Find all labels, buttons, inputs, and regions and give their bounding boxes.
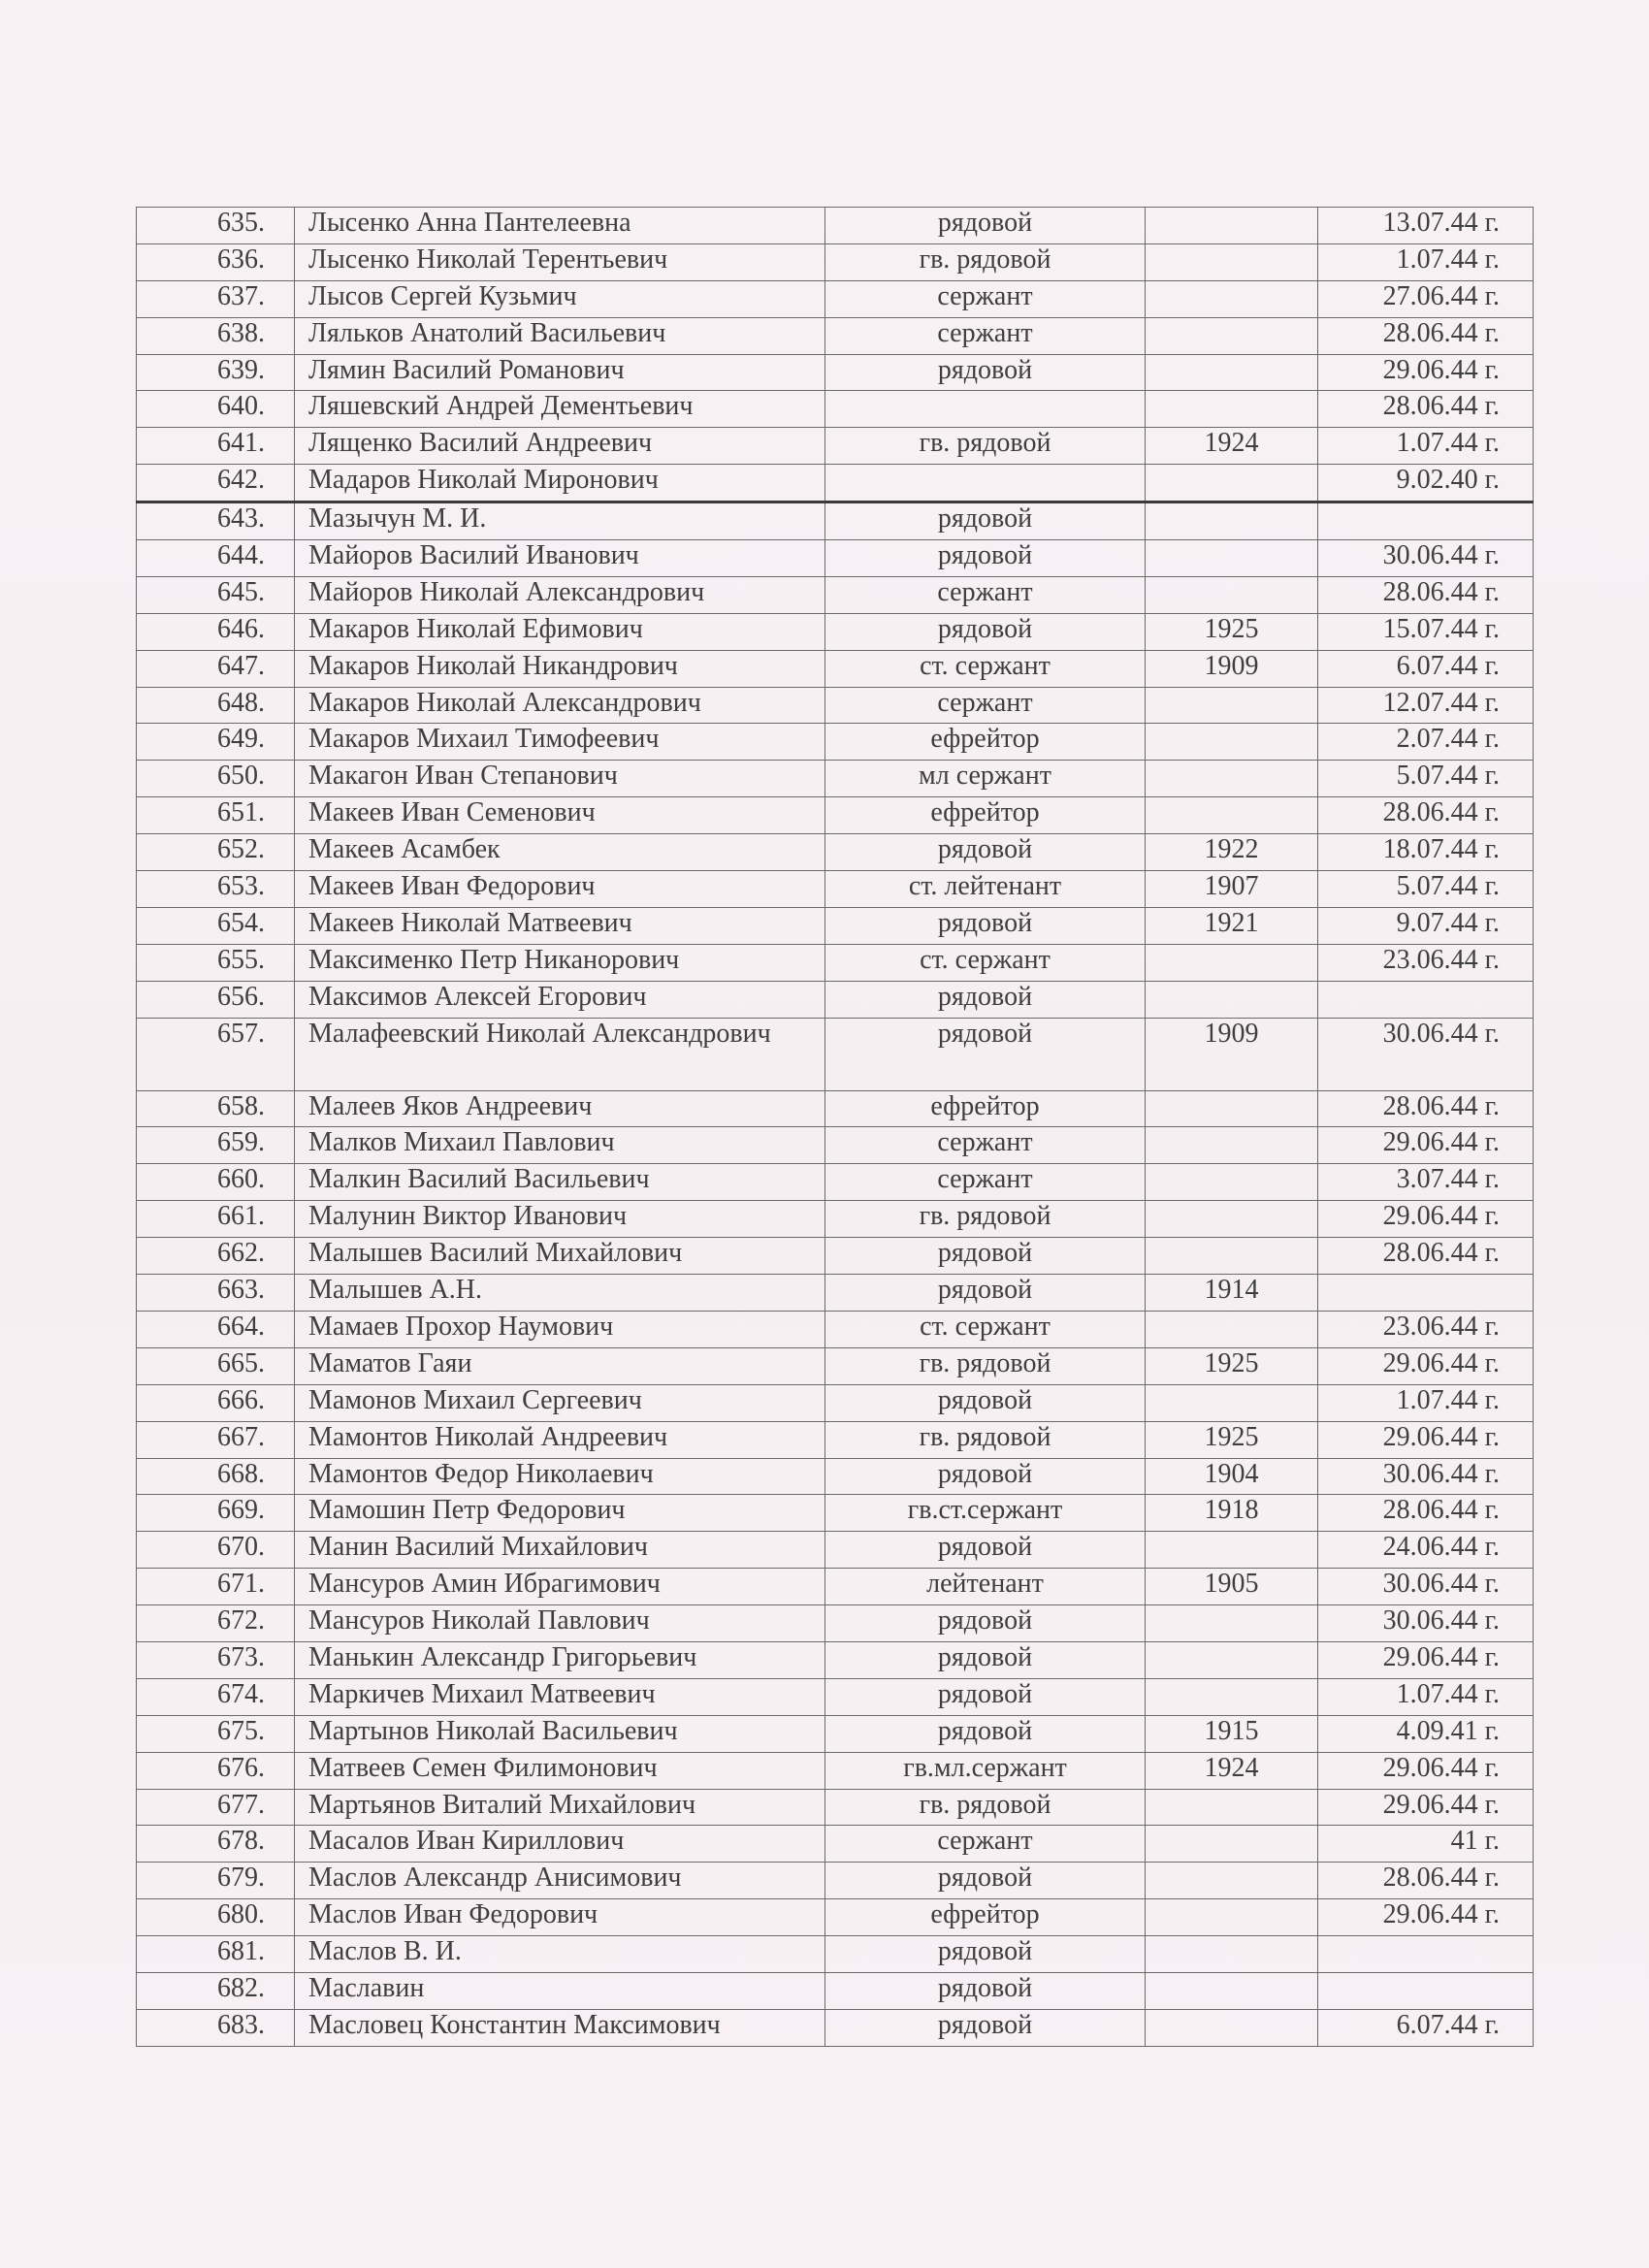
table-row bbox=[137, 243, 1534, 280]
military-rank-cell: гв. рядовой bbox=[825, 1421, 1146, 1458]
row-number-cell: 679. bbox=[137, 1863, 295, 1899]
birth-year-cell bbox=[1146, 761, 1318, 797]
row-number-cell: 666. bbox=[137, 1384, 295, 1421]
table-row bbox=[137, 1605, 1534, 1642]
birth-year-cell: 1925 bbox=[1146, 1347, 1318, 1384]
military-rank-cell: рядовой bbox=[825, 1605, 1146, 1642]
row-number-cell: 653. bbox=[137, 871, 295, 908]
roster-table bbox=[136, 207, 1534, 2047]
row-number-cell: 639. bbox=[137, 354, 295, 391]
person-name-cell: Макаров Николай Александрович bbox=[295, 687, 825, 724]
person-name-cell: Малунин Виктор Иванович bbox=[295, 1201, 825, 1238]
military-rank-cell: мл сержант bbox=[825, 761, 1146, 797]
row-number-cell: 641. bbox=[137, 428, 295, 465]
person-name-cell: Маркичев Михаил Матвеевич bbox=[295, 1678, 825, 1715]
birth-year-cell bbox=[1146, 317, 1318, 354]
military-rank-cell: рядовой bbox=[825, 354, 1146, 391]
person-name-cell: Малкин Василий Васильевич bbox=[295, 1164, 825, 1201]
table-row bbox=[137, 1090, 1534, 1127]
military-rank-cell: гв.мл.сержант bbox=[825, 1752, 1146, 1789]
person-name-cell: Макеев Асамбек bbox=[295, 834, 825, 871]
person-name-cell: Мартьянов Виталий Михайлович bbox=[295, 1789, 825, 1826]
row-number-cell: 656. bbox=[137, 981, 295, 1018]
person-name-cell: Макагон Иван Степанович bbox=[295, 761, 825, 797]
military-rank-cell: сержант bbox=[825, 317, 1146, 354]
table-row bbox=[137, 907, 1534, 944]
death-date-cell: 1.07.44 г. bbox=[1318, 428, 1534, 465]
row-number-cell: 646. bbox=[137, 613, 295, 650]
birth-year-cell bbox=[1146, 1863, 1318, 1899]
death-date-cell: 3.07.44 г. bbox=[1318, 1164, 1534, 1201]
birth-year-cell bbox=[1146, 1164, 1318, 1201]
person-name-cell: Малышев А.Н. bbox=[295, 1275, 825, 1312]
death-date-cell: 28.06.44 г. bbox=[1318, 1495, 1534, 1532]
birth-year-cell: 1925 bbox=[1146, 1421, 1318, 1458]
death-date-cell bbox=[1318, 502, 1534, 540]
military-rank-cell: сержант bbox=[825, 280, 1146, 317]
birth-year-cell bbox=[1146, 1532, 1318, 1569]
birth-year-cell bbox=[1146, 1899, 1318, 1936]
birth-year-cell bbox=[1146, 243, 1318, 280]
birth-year-cell: 1907 bbox=[1146, 871, 1318, 908]
military-rank-cell: рядовой bbox=[825, 2009, 1146, 2046]
person-name-cell: Маслов Иван Федорович bbox=[295, 1899, 825, 1936]
death-date-cell: 1.07.44 г. bbox=[1318, 1678, 1534, 1715]
death-date-cell: 29.06.44 г. bbox=[1318, 354, 1534, 391]
military-rank-cell: рядовой bbox=[825, 540, 1146, 577]
row-number-cell: 647. bbox=[137, 650, 295, 687]
death-date-cell: 30.06.44 г. bbox=[1318, 1569, 1534, 1605]
row-number-cell: 643. bbox=[137, 502, 295, 540]
death-date-cell: 9.07.44 г. bbox=[1318, 907, 1534, 944]
military-rank-cell: рядовой bbox=[825, 1678, 1146, 1715]
row-number-cell: 661. bbox=[137, 1201, 295, 1238]
military-rank-cell: ст. сержант bbox=[825, 944, 1146, 981]
birth-year-cell bbox=[1146, 502, 1318, 540]
table-row bbox=[137, 576, 1534, 613]
person-name-cell: Лысов Сергей Кузьмич bbox=[295, 280, 825, 317]
birth-year-cell: 1909 bbox=[1146, 650, 1318, 687]
birth-year-cell bbox=[1146, 1789, 1318, 1826]
birth-year-cell bbox=[1146, 2009, 1318, 2046]
table-row bbox=[137, 1899, 1534, 1936]
row-number-cell: 663. bbox=[137, 1275, 295, 1312]
military-rank-cell: сержант bbox=[825, 1127, 1146, 1164]
birth-year-cell bbox=[1146, 1826, 1318, 1863]
death-date-cell: 12.07.44 г. bbox=[1318, 687, 1534, 724]
death-date-cell: 28.06.44 г. bbox=[1318, 317, 1534, 354]
death-date-cell: 41 г. bbox=[1318, 1826, 1534, 1863]
military-rank-cell: сержант bbox=[825, 1164, 1146, 1201]
birth-year-cell bbox=[1146, 1972, 1318, 2009]
row-number-cell: 670. bbox=[137, 1532, 295, 1569]
death-date-cell: 18.07.44 г. bbox=[1318, 834, 1534, 871]
row-number-cell: 664. bbox=[137, 1311, 295, 1347]
birth-year-cell: 1905 bbox=[1146, 1569, 1318, 1605]
birth-year-cell bbox=[1146, 391, 1318, 428]
person-name-cell: Мамонтов Николай Андреевич bbox=[295, 1421, 825, 1458]
birth-year-cell bbox=[1146, 354, 1318, 391]
row-number-cell: 680. bbox=[137, 1899, 295, 1936]
table-row bbox=[137, 797, 1534, 834]
death-date-cell: 30.06.44 г. bbox=[1318, 540, 1534, 577]
death-date-cell: 29.06.44 г. bbox=[1318, 1789, 1534, 1826]
table-row bbox=[137, 1311, 1534, 1347]
table-row bbox=[137, 502, 1534, 540]
person-name-cell: Ляльков Анатолий Васильевич bbox=[295, 317, 825, 354]
table-row bbox=[137, 1018, 1534, 1090]
person-name-cell: Масловец Константин Максимович bbox=[295, 2009, 825, 2046]
birth-year-cell: 1921 bbox=[1146, 907, 1318, 944]
table-row bbox=[137, 208, 1534, 244]
military-rank-cell bbox=[825, 391, 1146, 428]
roster-body bbox=[137, 208, 1534, 2047]
birth-year-cell bbox=[1146, 1641, 1318, 1678]
military-rank-cell: рядовой bbox=[825, 1275, 1146, 1312]
death-date-cell bbox=[1318, 981, 1534, 1018]
row-number-cell: 635. bbox=[137, 208, 295, 244]
table-row bbox=[137, 1495, 1534, 1532]
row-number-cell: 671. bbox=[137, 1569, 295, 1605]
birth-year-cell: 1909 bbox=[1146, 1018, 1318, 1090]
death-date-cell: 23.06.44 г. bbox=[1318, 1311, 1534, 1347]
death-date-cell: 30.06.44 г. bbox=[1318, 1458, 1534, 1495]
row-number-cell: 657. bbox=[137, 1018, 295, 1090]
military-rank-cell: гв. рядовой bbox=[825, 1789, 1146, 1826]
person-name-cell: Маслов В. И. bbox=[295, 1936, 825, 1973]
table-row bbox=[137, 391, 1534, 428]
birth-year-cell bbox=[1146, 540, 1318, 577]
birth-year-cell: 1924 bbox=[1146, 1752, 1318, 1789]
person-name-cell: Манькин Александр Григорьевич bbox=[295, 1641, 825, 1678]
person-name-cell: Мансуров Амин Ибрагимович bbox=[295, 1569, 825, 1605]
birth-year-cell bbox=[1146, 981, 1318, 1018]
row-number-cell: 672. bbox=[137, 1605, 295, 1642]
row-number-cell: 652. bbox=[137, 834, 295, 871]
military-rank-cell: гв. рядовой bbox=[825, 1347, 1146, 1384]
military-rank-cell: рядовой bbox=[825, 1532, 1146, 1569]
death-date-cell: 29.06.44 г. bbox=[1318, 1347, 1534, 1384]
table-row bbox=[137, 981, 1534, 1018]
table-row bbox=[137, 1863, 1534, 1899]
birth-year-cell: 1904 bbox=[1146, 1458, 1318, 1495]
row-number-cell: 668. bbox=[137, 1458, 295, 1495]
birth-year-cell: 1918 bbox=[1146, 1495, 1318, 1532]
person-name-cell: Майоров Василий Иванович bbox=[295, 540, 825, 577]
death-date-cell: 30.06.44 г. bbox=[1318, 1018, 1534, 1090]
death-date-cell: 29.06.44 г. bbox=[1318, 1421, 1534, 1458]
military-rank-cell: ефрейтор bbox=[825, 797, 1146, 834]
person-name-cell: Манин Василий Михайлович bbox=[295, 1532, 825, 1569]
person-name-cell: Мамаев Прохор Наумович bbox=[295, 1311, 825, 1347]
table-row bbox=[137, 1127, 1534, 1164]
table-row bbox=[137, 2009, 1534, 2046]
row-number-cell: 660. bbox=[137, 1164, 295, 1201]
death-date-cell: 6.07.44 г. bbox=[1318, 650, 1534, 687]
person-name-cell: Лысенко Николай Терентьевич bbox=[295, 243, 825, 280]
row-number-cell: 654. bbox=[137, 907, 295, 944]
death-date-cell bbox=[1318, 1936, 1534, 1973]
birth-year-cell bbox=[1146, 797, 1318, 834]
death-date-cell: 29.06.44 г. bbox=[1318, 1201, 1534, 1238]
person-name-cell: Маславин bbox=[295, 1972, 825, 2009]
table-row bbox=[137, 1384, 1534, 1421]
death-date-cell: 6.07.44 г. bbox=[1318, 2009, 1534, 2046]
person-name-cell: Максимов Алексей Егорович bbox=[295, 981, 825, 1018]
person-name-cell: Малафеевский Николай Александрович bbox=[295, 1018, 825, 1090]
person-name-cell: Мартынов Николай Васильевич bbox=[295, 1715, 825, 1752]
table-row bbox=[137, 650, 1534, 687]
death-date-cell: 28.06.44 г. bbox=[1318, 797, 1534, 834]
birth-year-cell: 1925 bbox=[1146, 613, 1318, 650]
table-row bbox=[137, 1201, 1534, 1238]
row-number-cell: 642. bbox=[137, 465, 295, 502]
table-row bbox=[137, 1347, 1534, 1384]
birth-year-cell bbox=[1146, 1384, 1318, 1421]
table-row bbox=[137, 280, 1534, 317]
military-rank-cell: сержант bbox=[825, 687, 1146, 724]
table-row bbox=[137, 687, 1534, 724]
military-rank-cell: рядовой bbox=[825, 834, 1146, 871]
military-rank-cell bbox=[825, 465, 1146, 502]
person-name-cell: Мамонтов Федор Николаевич bbox=[295, 1458, 825, 1495]
birth-year-cell bbox=[1146, 724, 1318, 761]
military-rank-cell: рядовой bbox=[825, 502, 1146, 540]
row-number-cell: 662. bbox=[137, 1238, 295, 1275]
military-rank-cell: гв. рядовой bbox=[825, 428, 1146, 465]
death-date-cell: 28.06.44 г. bbox=[1318, 391, 1534, 428]
row-number-cell: 651. bbox=[137, 797, 295, 834]
row-number-cell: 649. bbox=[137, 724, 295, 761]
birth-year-cell bbox=[1146, 1605, 1318, 1642]
birth-year-cell bbox=[1146, 465, 1318, 502]
birth-year-cell bbox=[1146, 687, 1318, 724]
military-rank-cell: ефрейтор bbox=[825, 1899, 1146, 1936]
person-name-cell: Макаров Николай Ефимович bbox=[295, 613, 825, 650]
row-number-cell: 659. bbox=[137, 1127, 295, 1164]
table-row bbox=[137, 1238, 1534, 1275]
birth-year-cell: 1924 bbox=[1146, 428, 1318, 465]
row-number-cell: 640. bbox=[137, 391, 295, 428]
row-number-cell: 677. bbox=[137, 1789, 295, 1826]
row-number-cell: 636. bbox=[137, 243, 295, 280]
birth-year-cell bbox=[1146, 280, 1318, 317]
person-name-cell: Мамошин Петр Федорович bbox=[295, 1495, 825, 1532]
military-rank-cell: гв. рядовой bbox=[825, 1201, 1146, 1238]
military-rank-cell: лейтенант bbox=[825, 1569, 1146, 1605]
person-name-cell: Макаров Николай Никандрович bbox=[295, 650, 825, 687]
military-rank-cell: рядовой bbox=[825, 1384, 1146, 1421]
table-row bbox=[137, 1569, 1534, 1605]
birth-year-cell bbox=[1146, 1936, 1318, 1973]
military-rank-cell: гв. рядовой bbox=[825, 243, 1146, 280]
military-rank-cell: ст. сержант bbox=[825, 650, 1146, 687]
military-rank-cell: сержант bbox=[825, 1826, 1146, 1863]
death-date-cell: 28.06.44 г. bbox=[1318, 1238, 1534, 1275]
table-row bbox=[137, 1752, 1534, 1789]
row-number-cell: 667. bbox=[137, 1421, 295, 1458]
table-row bbox=[137, 1641, 1534, 1678]
military-rank-cell: сержант bbox=[825, 576, 1146, 613]
table-row bbox=[137, 724, 1534, 761]
row-number-cell: 678. bbox=[137, 1826, 295, 1863]
person-name-cell: Мадаров Николай Миронович bbox=[295, 465, 825, 502]
person-name-cell: Матвеев Семен Филимонович bbox=[295, 1752, 825, 1789]
row-number-cell: 682. bbox=[137, 1972, 295, 2009]
table-row bbox=[137, 1826, 1534, 1863]
row-number-cell: 638. bbox=[137, 317, 295, 354]
birth-year-cell bbox=[1146, 1127, 1318, 1164]
birth-year-cell bbox=[1146, 208, 1318, 244]
table-row bbox=[137, 613, 1534, 650]
table-row bbox=[137, 317, 1534, 354]
row-number-cell: 674. bbox=[137, 1678, 295, 1715]
military-rank-cell: ефрейтор bbox=[825, 1090, 1146, 1127]
person-name-cell: Майоров Николай Александрович bbox=[295, 576, 825, 613]
death-date-cell: 4.09.41 г. bbox=[1318, 1715, 1534, 1752]
military-rank-cell: рядовой bbox=[825, 1715, 1146, 1752]
death-date-cell: 5.07.44 г. bbox=[1318, 761, 1534, 797]
row-number-cell: 648. bbox=[137, 687, 295, 724]
military-rank-cell: рядовой bbox=[825, 208, 1146, 244]
military-rank-cell: гв.ст.сержант bbox=[825, 1495, 1146, 1532]
table-row bbox=[137, 1275, 1534, 1312]
table-row bbox=[137, 1458, 1534, 1495]
birth-year-cell: 1915 bbox=[1146, 1715, 1318, 1752]
row-number-cell: 676. bbox=[137, 1752, 295, 1789]
person-name-cell: Лященко Василий Андреевич bbox=[295, 428, 825, 465]
death-date-cell: 29.06.44 г. bbox=[1318, 1127, 1534, 1164]
row-number-cell: 645. bbox=[137, 576, 295, 613]
military-rank-cell: рядовой bbox=[825, 1238, 1146, 1275]
person-name-cell: Мансуров Николай Павлович bbox=[295, 1605, 825, 1642]
death-date-cell: 15.07.44 г. bbox=[1318, 613, 1534, 650]
row-number-cell: 675. bbox=[137, 1715, 295, 1752]
table-row bbox=[137, 1678, 1534, 1715]
table-row bbox=[137, 1532, 1534, 1569]
military-rank-cell: ст. сержант bbox=[825, 1311, 1146, 1347]
person-name-cell: Макеев Иван Семенович bbox=[295, 797, 825, 834]
death-date-cell: 2.07.44 г. bbox=[1318, 724, 1534, 761]
military-rank-cell: рядовой bbox=[825, 1972, 1146, 2009]
row-number-cell: 658. bbox=[137, 1090, 295, 1127]
military-rank-cell: рядовой bbox=[825, 613, 1146, 650]
row-number-cell: 673. bbox=[137, 1641, 295, 1678]
military-rank-cell: ефрейтор bbox=[825, 724, 1146, 761]
person-name-cell: Маслов Александр Анисимович bbox=[295, 1863, 825, 1899]
row-number-cell: 655. bbox=[137, 944, 295, 981]
death-date-cell: 5.07.44 г. bbox=[1318, 871, 1534, 908]
person-name-cell: Маматов Гаяи bbox=[295, 1347, 825, 1384]
death-date-cell bbox=[1318, 1275, 1534, 1312]
row-number-cell: 683. bbox=[137, 2009, 295, 2046]
birth-year-cell bbox=[1146, 1201, 1318, 1238]
table-row bbox=[137, 1936, 1534, 1973]
death-date-cell: 28.06.44 г. bbox=[1318, 576, 1534, 613]
military-rank-cell: ст. лейтенант bbox=[825, 871, 1146, 908]
person-name-cell: Лямин Василий Романович bbox=[295, 354, 825, 391]
person-name-cell: Макеев Иван Федорович bbox=[295, 871, 825, 908]
table-row bbox=[137, 540, 1534, 577]
table-row bbox=[137, 1789, 1534, 1826]
person-name-cell: Малков Михаил Павлович bbox=[295, 1127, 825, 1164]
birth-year-cell bbox=[1146, 576, 1318, 613]
military-rank-cell: рядовой bbox=[825, 907, 1146, 944]
death-date-cell: 29.06.44 г. bbox=[1318, 1752, 1534, 1789]
person-name-cell: Макаров Михаил Тимофеевич bbox=[295, 724, 825, 761]
row-number-cell: 644. bbox=[137, 540, 295, 577]
death-date-cell: 1.07.44 г. bbox=[1318, 243, 1534, 280]
table-row bbox=[137, 944, 1534, 981]
row-number-cell: 681. bbox=[137, 1936, 295, 1973]
table-row bbox=[137, 354, 1534, 391]
person-name-cell: Макеев Николай Матвеевич bbox=[295, 907, 825, 944]
death-date-cell: 27.06.44 г. bbox=[1318, 280, 1534, 317]
birth-year-cell bbox=[1146, 1311, 1318, 1347]
death-date-cell: 30.06.44 г. bbox=[1318, 1605, 1534, 1642]
military-rank-cell: рядовой bbox=[825, 1863, 1146, 1899]
row-number-cell: 665. bbox=[137, 1347, 295, 1384]
death-date-cell: 29.06.44 г. bbox=[1318, 1641, 1534, 1678]
military-rank-cell: рядовой bbox=[825, 1458, 1146, 1495]
military-rank-cell: рядовой bbox=[825, 1641, 1146, 1678]
birth-year-cell bbox=[1146, 1090, 1318, 1127]
row-number-cell: 669. bbox=[137, 1495, 295, 1532]
person-name-cell: Лысенко Анна Пантелеевна bbox=[295, 208, 825, 244]
table-row bbox=[137, 1421, 1534, 1458]
person-name-cell: Мамонов Михаил Сергеевич bbox=[295, 1384, 825, 1421]
table-row bbox=[137, 871, 1534, 908]
person-name-cell: Мазычун М. И. bbox=[295, 502, 825, 540]
table-row bbox=[137, 1164, 1534, 1201]
birth-year-cell: 1914 bbox=[1146, 1275, 1318, 1312]
row-number-cell: 637. bbox=[137, 280, 295, 317]
birth-year-cell: 1922 bbox=[1146, 834, 1318, 871]
death-date-cell: 28.06.44 г. bbox=[1318, 1863, 1534, 1899]
death-date-cell: 1.07.44 г. bbox=[1318, 1384, 1534, 1421]
military-rank-cell: рядовой bbox=[825, 1018, 1146, 1090]
military-rank-cell: рядовой bbox=[825, 1936, 1146, 1973]
birth-year-cell bbox=[1146, 1238, 1318, 1275]
birth-year-cell bbox=[1146, 1678, 1318, 1715]
person-name-cell: Малеев Яков Андреевич bbox=[295, 1090, 825, 1127]
death-date-cell: 24.06.44 г. bbox=[1318, 1532, 1534, 1569]
row-number-cell: 650. bbox=[137, 761, 295, 797]
table-row bbox=[137, 834, 1534, 871]
person-name-cell: Малышев Василий Михайлович bbox=[295, 1238, 825, 1275]
person-name-cell: Масалов Иван Кириллович bbox=[295, 1826, 825, 1863]
military-rank-cell: рядовой bbox=[825, 981, 1146, 1018]
table-row bbox=[137, 761, 1534, 797]
birth-year-cell bbox=[1146, 944, 1318, 981]
death-date-cell bbox=[1318, 1972, 1534, 2009]
person-name-cell: Ляшевский Андрей Дементьевич bbox=[295, 391, 825, 428]
person-name-cell: Максименко Петр Никанорович bbox=[295, 944, 825, 981]
table-row bbox=[137, 428, 1534, 465]
death-date-cell: 28.06.44 г. bbox=[1318, 1090, 1534, 1127]
death-date-cell: 9.02.40 г. bbox=[1318, 465, 1534, 502]
death-date-cell: 13.07.44 г. bbox=[1318, 208, 1534, 244]
table-row bbox=[137, 1715, 1534, 1752]
death-date-cell: 29.06.44 г. bbox=[1318, 1899, 1534, 1936]
death-date-cell: 23.06.44 г. bbox=[1318, 944, 1534, 981]
table-row bbox=[137, 465, 1534, 502]
table-row bbox=[137, 1972, 1534, 2009]
